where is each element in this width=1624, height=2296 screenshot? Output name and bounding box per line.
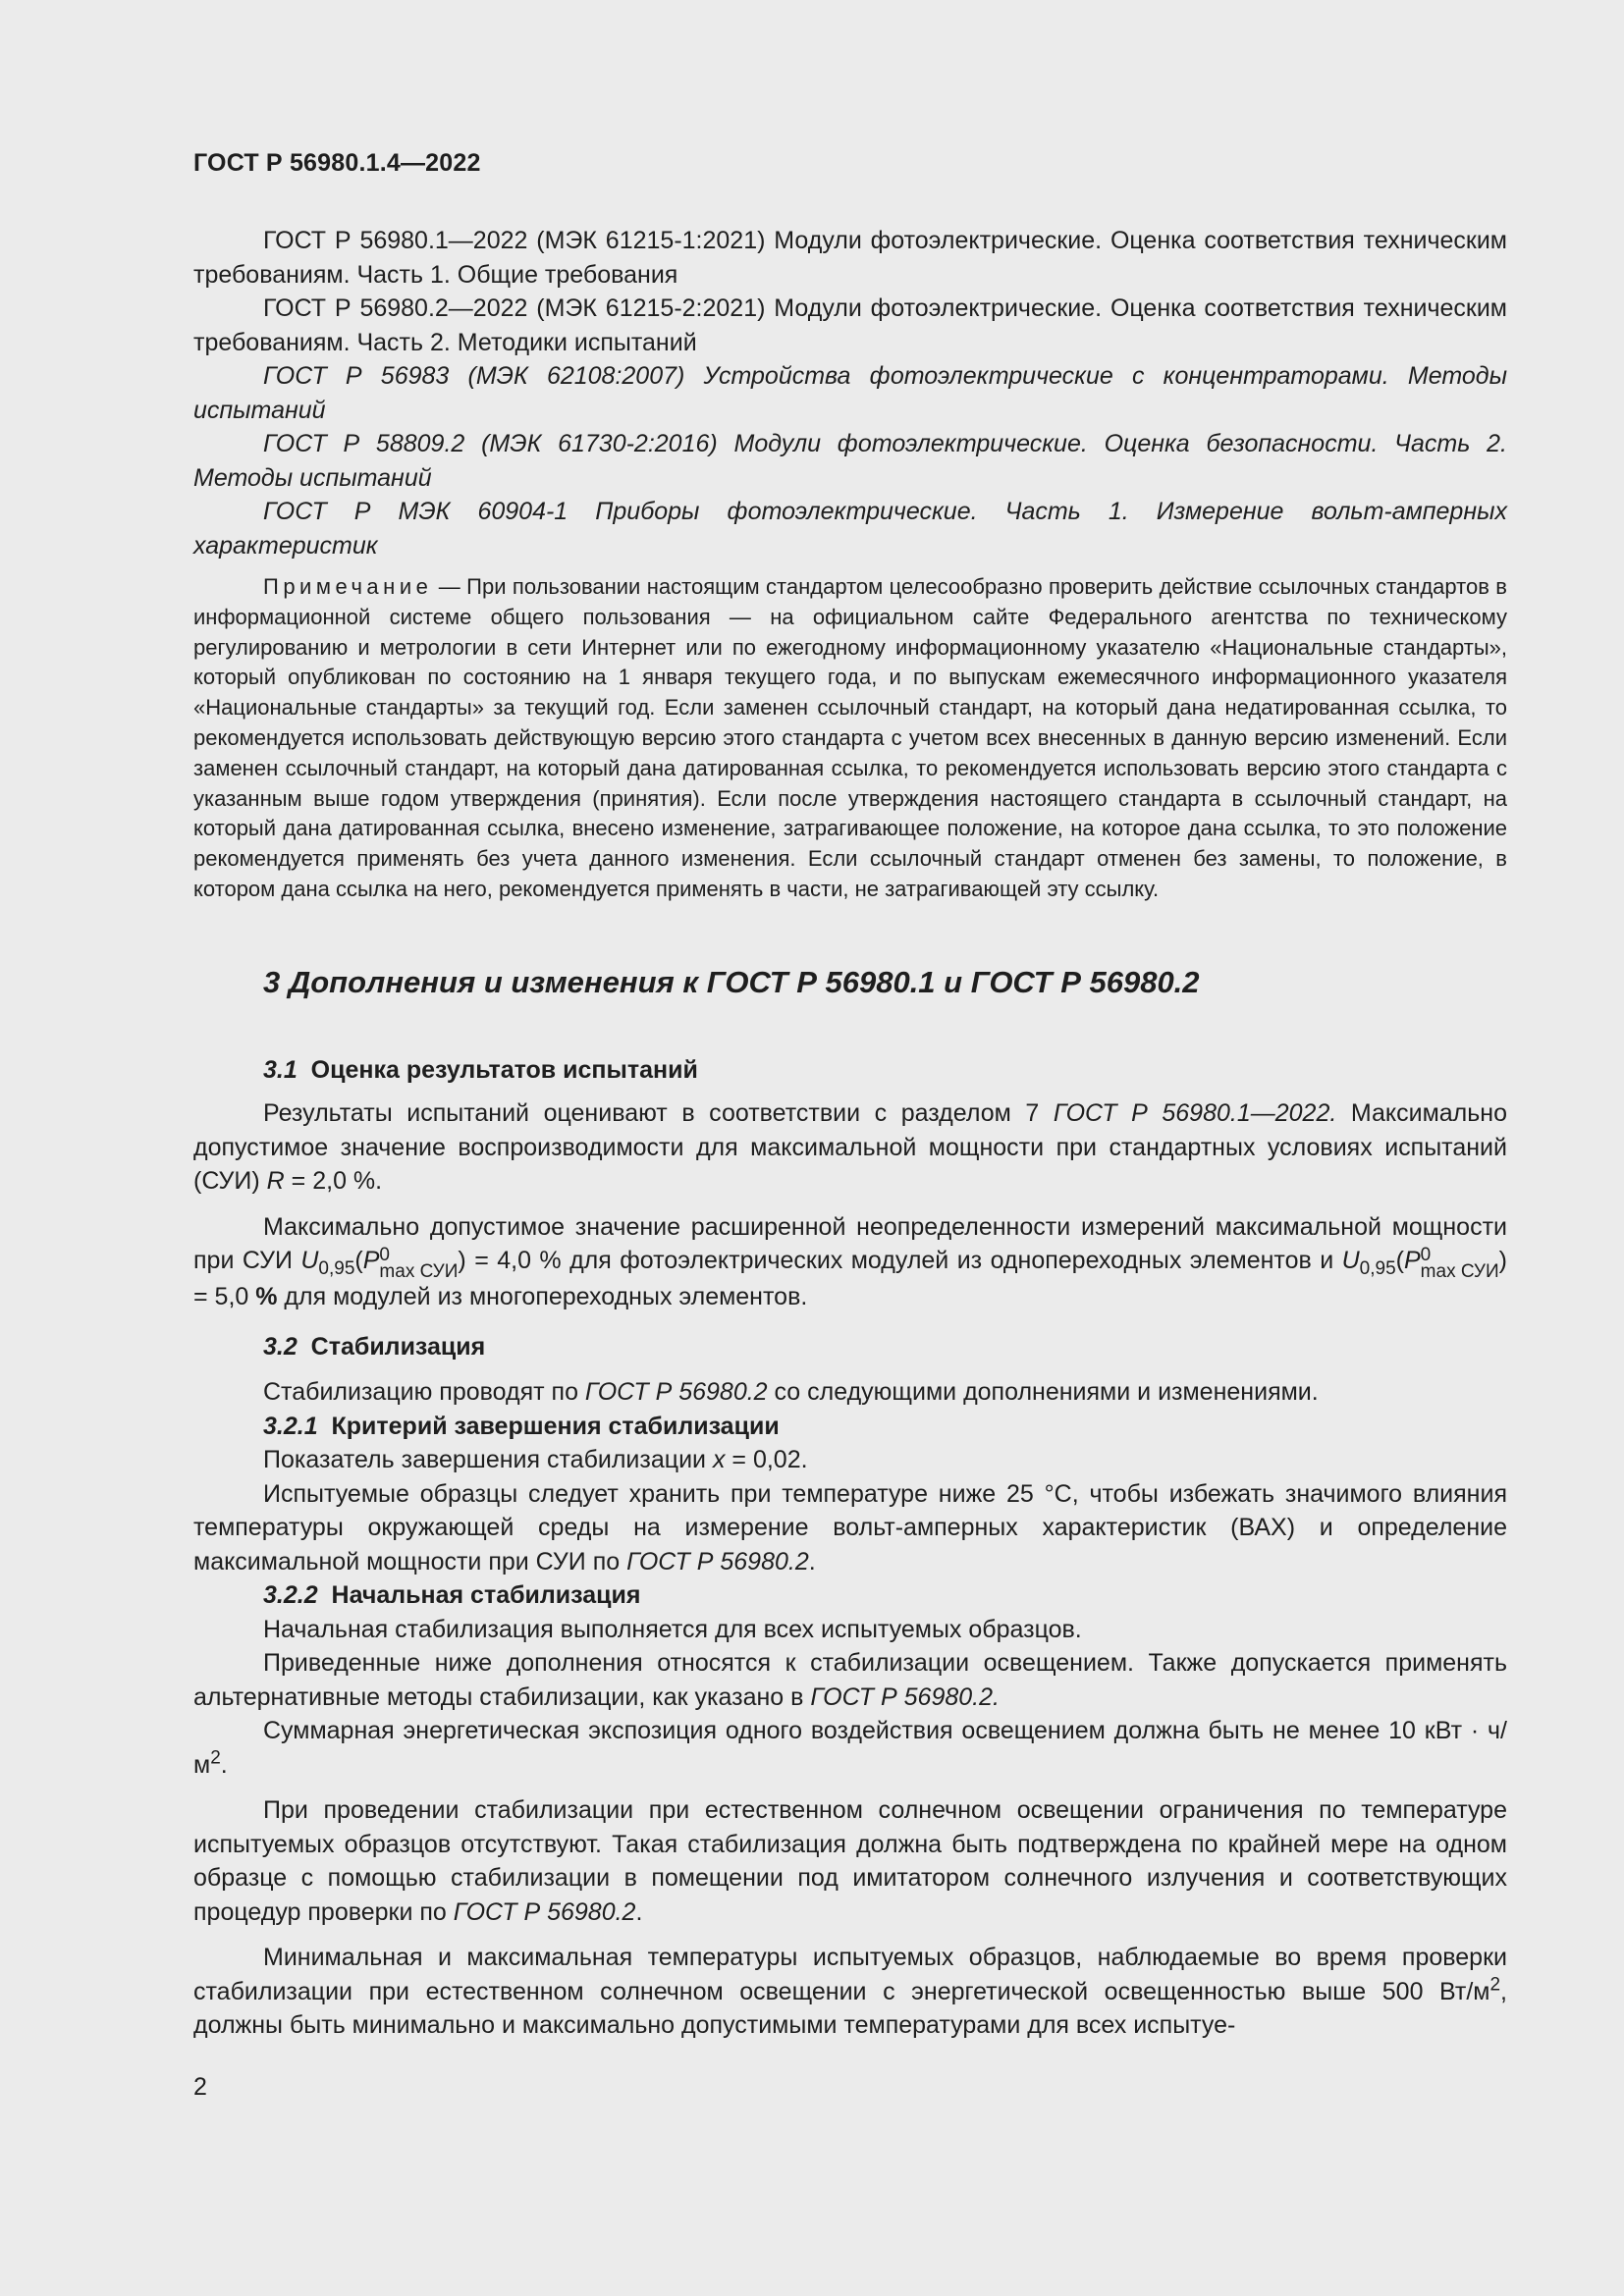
paragraph-3-2-intro: Стабилизацию проводят по ГОСТ Р 56980.2 со следующими дополнениями и изменениями. [263,1378,1319,1407]
subsection-3-1-heading: 3.1 Оценка результатов испытаний [263,1055,698,1084]
document-body [193,224,1507,2043]
paragraph-3-2-1-storage: Испытуемые образцы следует хранить при температуре ниже 25 °С, чтобы избежать значимого влияния температуры окружающей среды на измерение вольт-амперных характеристик (ВАХ) и определение максимальной мощности при СУИ по ГОСТ Р 56980.2. [193,1479,1507,1575]
paragraph-3-2-1-criterion: Показатель завершения стабилизации x = 0,02. [263,1446,808,1474]
subsection-3-2-heading: 3.2 Стабилизация [263,1332,486,1361]
subsection-3-2-1-heading: 3.2.1 Критерий завершения стабилизации [263,1412,780,1440]
reference-item: ГОСТ Р 56983 (МЭК 62108:2007) Устройства фотоэлектрические с концентраторами. Методы испытаний [193,362,1507,424]
document-header: ГОСТ Р 56980.1.4—2022 [193,149,481,177]
note-paragraph [193,572,1507,905]
subsection-3-2-2-heading: 3.2.2 Начальная стабилизация [263,1581,641,1610]
paragraph-3-2-2-natural-light: При проведении стабилизации при естественном солнечном освещении ограничения по температуре испытуемых образцов отсутствуют. Такая стабилизация должна быть подтверждена по крайней мере на одном образце с помощью стабилизации в помещении под имитатором солнечного излучения и соответствующих процедур проверки по ГОСТ Р 56980.2. [193,1796,1507,1926]
reference-item: ГОСТ Р МЭК 60904-1 Приборы фотоэлектрические. Часть 1. Измерение вольт-амперных характеристик [193,498,1507,560]
paragraph-3-2-2-temperatures: Минимальная и максимальная температуры испытуемых образцов, наблюдаемые во время проверки стабилизации при естественном солнечном освещении с энергетической освещенностью выше 500 $Вт/м^2$, должны быть минимально и максимально допустимыми температурами для всех испытуе- [193,1944,1507,2040]
reference-item: ГОСТ Р 58809.2 (МЭК 61730-2:2016) Модули фотоэлектрические. Оценка безопасности. Часть 2. Методы испытаний [193,430,1507,492]
paragraph-3-2-2-exposure: Суммарная энергетическая экспозиция одного воздействия освещением должна быть не менее 10 кВт · $ч/м^2$. [193,1717,1507,1779]
paragraph-3-2-2-initial: Начальная стабилизация выполняется для всех испытуемых образцов. [263,1615,1082,1643]
paragraph-3-2-2-alternatives: Приведенные ниже дополнения относятся к стабилизации освещением. Также допускается применять альтернативные методы стабилизации, как указано в ГОСТ Р 56980.2. [193,1649,1507,1711]
paragraph-3-1-results: Результаты испытаний оценивают в соответствии с разделом 7 ГОСТ Р 56980.1—2022. Максимально допустимое значение воспроизводимости для максимальной мощности при стандартных условиях испытаний (СУИ) R = 2,0 %. [193,1099,1507,1196]
note-text: — При пользовании настоящим стандартом целесообразно проверить действие ссылочных стандартов в информационной системе общего пользования — на официальном сайте Федерального агентства по техническому регулированию и метрологии в сети Интернет или по ежегодному информационному указателю «Национальные стандарты», который опубликован по состоянию на 1 января текущего года, и по выпускам ежемесячного информационного указателя «Национальные стандарты» за текущий год. Если заменен ссылочный стандарт, на который дана недатированная ссылка, то рекомендуется использовать действующую версию этого стандарта с учетом всех внесенных в данную версию изменений. Если заменен ссылочный стандарт, на который дана датированная ссылка, то рекомендуется использовать версию этого стандарта с указанным выше годом утверждения (принятия). Если после утверждения настоящего стандарта в ссылочный стандарт, на который дана датированная ссылка, внесено изменение, затрагивающее положение, на которое дана ссылка, то это положение рекомендуется применять без учета данного изменения. Если ссылочный стандарт отменен без замены, то положение, в котором дана ссылка на него, рекомендуется применять в части, не затрагивающей эту ссылку. [193,574,1507,901]
reference-item: ГОСТ Р 56980.2—2022 (МЭК 61215-2:2021) Модули фотоэлектрические. Оценка соответствия техническим требованиям. Часть 2. Методики испытаний [193,294,1507,356]
paragraph-3-1-uncertainty: Максимально допустимое значение расширенной неопределенности измерений максимальной мощности при СУИ $U_{0,95}(P$ 0 max СУИ ) = 4,0 % для фотоэлектрических модулей из однопереходных элементов и $U_{0,95}(P$ 0 max СУИ ) = 5,0 % для модулей из многопереходных элементов. [193,1212,1507,1311]
reference-item: ГОСТ Р 56980.1—2022 (МЭК 61215-1:2021) Модули фотоэлектрические. Оценка соответствия техническим требованиям. Часть 1. Общие требования [193,227,1507,289]
page-number: 2 [193,2073,207,2101]
note-label: Примечание [263,574,433,599]
section-3-heading: 3 Дополнения и изменения к ГОСТ Р 56980.1 и ГОСТ Р 56980.2 [263,964,1200,999]
